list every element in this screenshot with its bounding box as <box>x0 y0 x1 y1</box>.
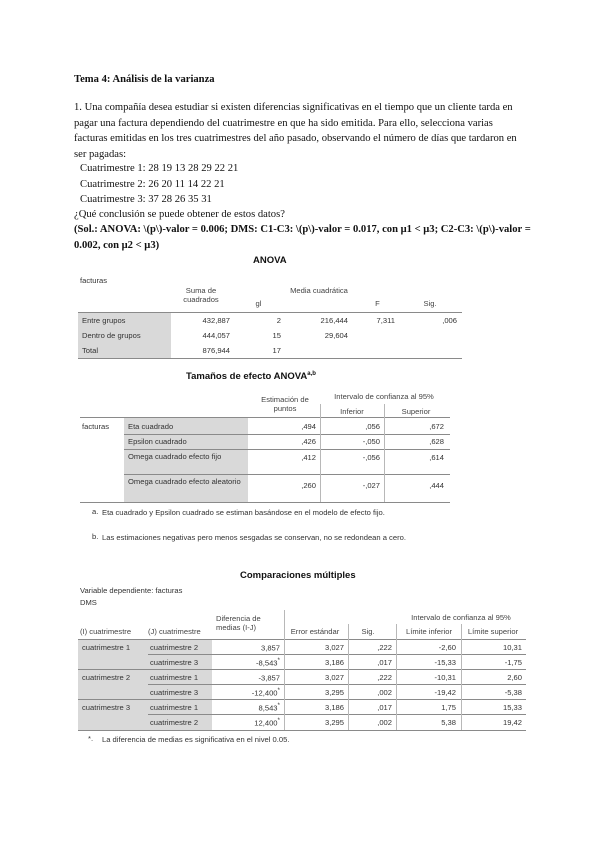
multiple-upper: 19,42 <box>502 718 522 727</box>
multiple-j: cuatrimestre 3 <box>150 688 199 697</box>
anova-row-label: Dentro de grupos <box>82 331 141 340</box>
anova-row-label: Total <box>82 346 99 355</box>
multiple-method: DMS <box>80 598 97 607</box>
multiple-i: cuatrimestre 1 <box>82 643 131 652</box>
effect-note: Las estimaciones negativas pero menos sesgadas se conservan, no se redondean a cero. <box>102 533 406 542</box>
data-line: Cuatrimestre 3: 37 28 26 35 31 <box>80 194 212 205</box>
multiple-diff-value: -8,543 <box>255 658 278 668</box>
multiple-diff <box>216 717 280 728</box>
divider <box>284 610 285 730</box>
multiple-header-sig: Sig. <box>361 627 375 636</box>
divider <box>78 358 462 359</box>
data-line: Cuatrimestre 2: 26 20 11 14 22 21 <box>80 178 225 190</box>
multiple-sig: ,017 <box>377 658 392 667</box>
divider <box>78 699 526 700</box>
multiple-sig: ,017 <box>377 703 392 712</box>
multiple-header-lower: Límite inferior <box>405 627 452 636</box>
significance-star: * <box>277 657 280 664</box>
significance-star: * <box>277 687 280 694</box>
anova-gl: 17 <box>272 346 281 355</box>
multiple-upper: 10,31 <box>502 643 522 652</box>
multiple-lower: -15,33 <box>434 658 456 667</box>
multiple-se: 3,186 <box>324 658 344 667</box>
multiple-sig: ,002 <box>377 688 392 697</box>
divider <box>78 639 526 640</box>
multiple-diff <box>216 672 280 683</box>
effect-header-ci: Intervalo de confianza al 95% <box>334 392 434 401</box>
section-heading: Tema 4: Análisis de la varianza <box>74 74 215 85</box>
divider <box>148 684 526 685</box>
effect-row-label: Epsilon cuadrado <box>128 437 187 446</box>
multiple-se: 3,295 <box>324 718 344 727</box>
multiple-diff <box>216 687 280 698</box>
solution: (Sol.: ANOVA: \(p\)-valor = 0.006; DMS: C1-C3: \(p\)-valor = 0.017, con μ1 < μ3; C2-C3: \(p\)-valor = 0.002, con μ2 < μ3) <box>74 224 531 251</box>
effect-row-label: Eta cuadrado <box>128 422 174 431</box>
effect-note-mark: a. <box>92 507 99 516</box>
divider <box>148 654 526 655</box>
divider <box>148 714 526 715</box>
multiple-diff <box>216 702 280 713</box>
multiple-diff-value: -12,400 <box>251 688 278 698</box>
effect-row-label: Omega cuadrado efecto aleatorio <box>128 477 241 486</box>
effect-title <box>186 371 316 382</box>
multiple-header-upper: Límite superior <box>467 627 519 636</box>
effect-lower: -,027 <box>362 481 380 490</box>
effect-header-lower: Inferior <box>340 407 364 416</box>
multiple-se: 3,027 <box>324 673 344 682</box>
effect-note-mark: b. <box>92 532 99 541</box>
multiple-diff-value: 12,400 <box>254 718 278 728</box>
anova-header-ms: Media cuadrática <box>290 286 348 295</box>
multiple-diff-value: -3,857 <box>258 673 280 683</box>
divider <box>80 502 450 503</box>
divider <box>396 624 397 730</box>
effect-upper: ,444 <box>429 481 444 490</box>
multiple-diff <box>216 657 280 668</box>
multiple-header-ci: Intervalo de confianza al 95% <box>411 613 511 622</box>
effect-lower: -,056 <box>362 453 380 462</box>
anova-ms: 29,604 <box>324 331 348 340</box>
effect-estimate: ,494 <box>301 422 316 431</box>
multiple-diff <box>216 642 280 653</box>
multiple-upper: -5,38 <box>504 688 522 697</box>
anova-ss: 444,057 <box>202 331 230 340</box>
data-list <box>80 161 238 208</box>
anova-header-f: F <box>375 299 380 308</box>
multiple-j: cuatrimestre 2 <box>150 643 199 652</box>
multiple-title: Comparaciones múltiples <box>240 570 356 581</box>
question: ¿Qué conclusión se puede obtener de estos datos? <box>74 209 285 220</box>
multiple-diff-value: 8,543 <box>258 703 278 713</box>
data-line: Cuatrimestre 1: 28 19 13 28 29 22 21 <box>80 163 239 174</box>
anova-title: ANOVA <box>253 255 287 266</box>
multiple-se: 3,027 <box>324 643 344 652</box>
multiple-dependent: Variable dependiente: facturas <box>80 586 183 595</box>
effect-upper: ,614 <box>429 453 444 462</box>
divider <box>80 417 450 418</box>
effect-estimate: ,260 <box>301 481 316 490</box>
multiple-upper: 2,60 <box>507 673 522 682</box>
multiple-diff-value: 3,857 <box>260 643 280 653</box>
effect-header-upper: Superior <box>401 407 431 416</box>
anova-row-label: Entre grupos <box>82 316 126 325</box>
multiple-se: 3,186 <box>324 703 344 712</box>
effect-lower: ,056 <box>365 422 380 431</box>
multiple-sig: ,222 <box>377 673 392 682</box>
anova-header-gl: gl <box>255 299 262 308</box>
multiple-lower: -19,42 <box>434 688 456 697</box>
effect-upper: ,672 <box>429 422 444 431</box>
effect-title-sup: a,b <box>307 371 316 377</box>
multiple-footnote-mark: *. <box>88 734 94 743</box>
divider <box>124 474 450 475</box>
anova-sig: ,006 <box>442 316 457 325</box>
significance-star: * <box>277 702 280 709</box>
multiple-j: cuatrimestre 1 <box>150 673 199 682</box>
multiple-lower: -10,31 <box>434 673 456 682</box>
divider <box>78 669 526 670</box>
multiple-j: cuatrimestre 3 <box>150 658 199 667</box>
multiple-i: cuatrimestre 2 <box>82 673 131 682</box>
effect-row-label: Omega cuadrado efecto fijo <box>128 452 222 461</box>
divider <box>124 434 450 435</box>
multiple-sig: ,222 <box>377 643 392 652</box>
anova-variable: facturas <box>80 276 108 285</box>
problem-paragraph: 1. Una compañía desea estudiar si existen diferencias significativas en el tiempo que un cliente tarda en pagar una factura dependiendo del cuatrimestre en que ha sido emitida. Para ello, selecciona varias facturas emitidas en los tres cuatrimestres del año pasado, observando el número de días que tardaron en ser pagadas: <box>74 102 517 160</box>
multiple-i: cuatrimestre 3 <box>82 703 131 712</box>
problem-statement <box>74 100 529 162</box>
effect-lower: -,050 <box>362 437 380 446</box>
multiple-lower: 1,75 <box>441 703 456 712</box>
multiple-se: 3,295 <box>324 688 344 697</box>
multiple-lower: -2,60 <box>438 643 456 652</box>
multiple-header-diff: Diferencia de medias (I-J) <box>216 614 261 632</box>
effect-estimate: ,412 <box>301 453 316 462</box>
anova-ss: 876,944 <box>202 346 230 355</box>
divider <box>78 730 526 731</box>
anova-header-sig: Sig. <box>423 299 437 308</box>
multiple-footnote: La diferencia de medias es significativa en el nivel 0.05. <box>102 735 290 744</box>
effect-title-text: Tamaños de efecto ANOVA <box>186 371 308 383</box>
effect-header-estimate: Estimación de puntos <box>261 395 309 413</box>
effect-upper: ,628 <box>429 437 444 446</box>
multiple-j: cuatrimestre 1 <box>150 703 199 712</box>
anova-header-ss: Suma de cuadrados <box>183 286 219 304</box>
effect-estimate: ,426 <box>301 437 316 446</box>
multiple-lower: 5,38 <box>441 718 456 727</box>
multiple-sig: ,002 <box>377 718 392 727</box>
multiple-j: cuatrimestre 2 <box>150 718 199 727</box>
multiple-header-j: (J) cuatrimestre <box>148 627 201 636</box>
effect-note: Eta cuadrado y Epsilon cuadrado se estiman basándose en el modelo de efecto fijo. <box>102 508 385 517</box>
anova-ms: 216,444 <box>320 316 348 325</box>
multiple-header-i: (I) cuatrimestre <box>80 627 132 636</box>
anova-f: 7,311 <box>376 316 395 325</box>
effect-variable: facturas <box>82 422 110 431</box>
divider <box>124 449 450 450</box>
anova-gl: 15 <box>272 331 281 340</box>
divider <box>78 312 462 313</box>
multiple-upper: -1,75 <box>504 658 522 667</box>
multiple-header-se: Error estándar <box>290 627 340 636</box>
multiple-upper: 15,33 <box>502 703 522 712</box>
significance-star: * <box>277 717 280 724</box>
anova-gl: 2 <box>276 316 281 325</box>
anova-ss: 432,887 <box>202 316 230 325</box>
